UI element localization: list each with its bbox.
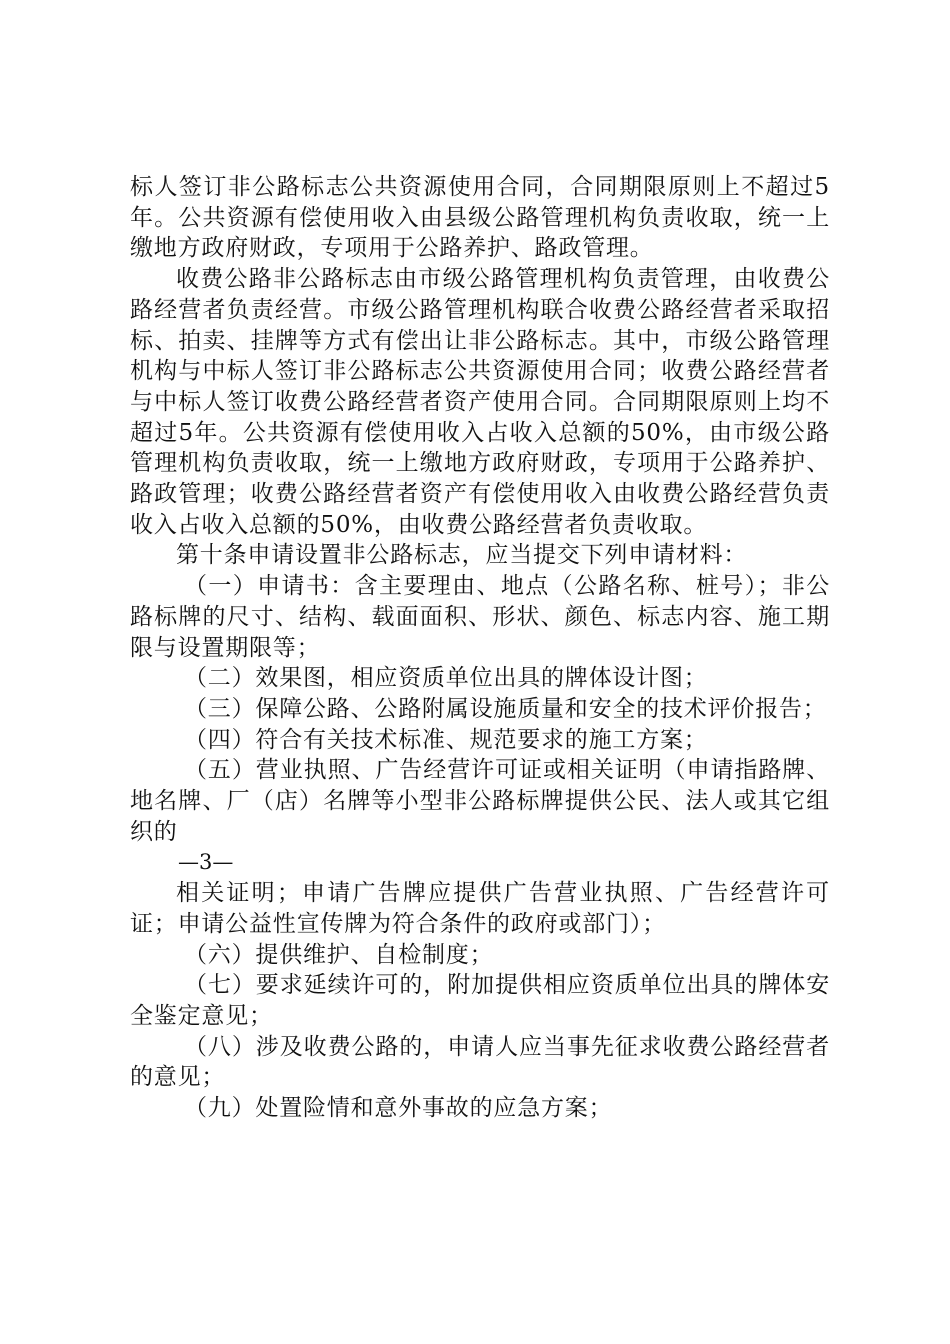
- page-number: —3—: [178, 850, 234, 875]
- list-item-emergency-plan: （九）处置险情和意外事故的应急方案；: [184, 1095, 613, 1122]
- list-item-toll-operator-opinion: （八）涉及收费公路的，申请人应当事先征求收费公路经营者的意见；: [130, 1033, 830, 1091]
- list-item-application-letter: （一）申请书：含主要理由、地点（公路名称、桩号）；非公路标牌的尺寸、结构、载面面积、形状、颜色、标志内容、施工期限与设置期限等；: [130, 573, 830, 661]
- document-page: [130, 172, 830, 1124]
- paragraph-contract-terms: 标人签订非公路标志公共资源使用合同，合同期限原则上不超过5年。公共资源有偿使用收入由县级公路管理机构负责收取，统一上缴地方政府财政，专项用于公路养护、路政管理。: [130, 174, 830, 262]
- paragraph-toll-road-signs: 收费公路非公路标志由市级公路管理机构负责管理，由收费公路经营者负责经营。市级公路管理机构联合收费公路经营者采取招标、拍卖、挂牌等方式有偿出让非公路标志。其中，市级公路管理机构与中标人签订非公路标志公共资源使用合同；收费公路经营者与中标人签订收费公路经营者资产使用合同。合同期限原则上均不超过5年。公共资源有偿使用收入占收入总额的50%，由市级公路管理机构负责收取，统一上缴地方政府财政，专项用于公路养护、路政管理；收费公路经营者资产有偿使用收入由收费公路经营负责收入占收入总额的50%，由收费公路经营者负责收取。: [130, 266, 830, 538]
- paragraph-article-ten: 第十条申请设置非公路标志，应当提交下列申请材料：: [176, 542, 748, 569]
- list-item-business-license: （五）营业执照、广告经营许可证或相关证明（申请指路牌、地名牌、厂（店）名牌等小型非公路标牌提供公民、法人或其它组织的: [130, 757, 830, 845]
- list-item-renewal-safety: （七）要求延续许可的，附加提供相应资质单位出具的牌体安全鉴定意见；: [130, 972, 830, 1029]
- paragraph-related-proof: 相关证明；申请广告牌应提供广告营业执照、广告经营许可证；申请公益性宣传牌为符合条件的政府或部门）；: [130, 880, 830, 937]
- list-item-renderings: （二）效果图，相应资质单位出具的牌体设计图；: [184, 665, 708, 692]
- list-item-technical-evaluation: （三）保障公路、公路附属设施质量和安全的技术评价报告；: [184, 695, 827, 722]
- list-item-maintenance-system: （六）提供维护、自检制度；: [184, 941, 494, 968]
- list-item-construction-plan: （四）符合有关技术标准、规范要求的施工方案；: [184, 726, 708, 753]
